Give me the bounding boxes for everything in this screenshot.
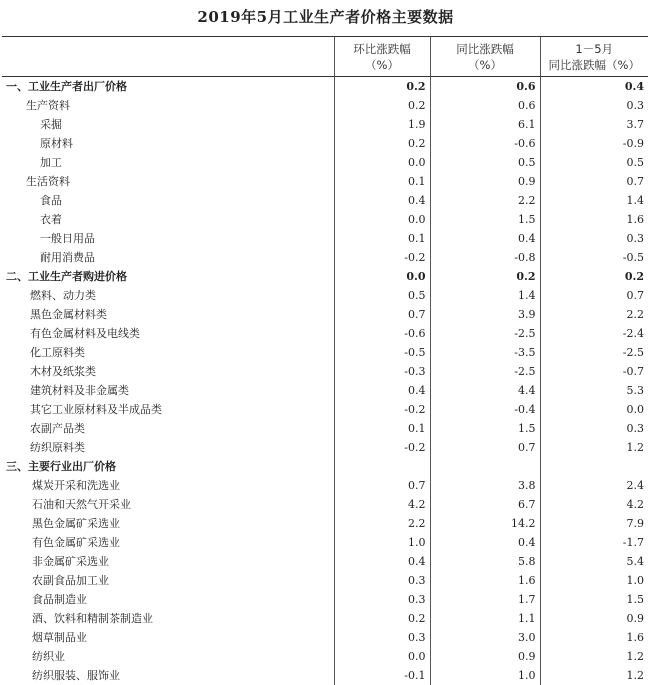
header-ytd-change <box>540 37 648 77</box>
mom-value: 0.0 <box>334 210 430 229</box>
ytd-value: 0.2 <box>540 267 648 286</box>
ytd-value: 0.7 <box>540 172 648 191</box>
row-label: 非金属矿采选业 <box>32 555 109 568</box>
yoy-value: 0.9 <box>430 647 540 666</box>
mom-value: 0.4 <box>334 552 430 571</box>
row-label: 衣着 <box>40 213 62 226</box>
ytd-value: -2.5 <box>540 343 648 362</box>
ytd-value: -0.7 <box>540 362 648 381</box>
header-ytd-line1: 1－5月 <box>575 41 614 56</box>
table-row <box>2 172 648 191</box>
table-row <box>2 495 648 514</box>
table-row <box>2 381 648 400</box>
mom-value: 0.3 <box>334 571 430 590</box>
table-row <box>2 647 648 666</box>
yoy-value: 0.9 <box>430 172 540 191</box>
row-label: 其它工业原材料及半成品类 <box>30 403 162 416</box>
mom-value: -0.3 <box>334 362 430 381</box>
mom-value: 0.3 <box>334 590 430 609</box>
table-row <box>2 286 648 305</box>
table-row <box>2 457 648 476</box>
yoy-value: 1.1 <box>430 609 540 628</box>
ytd-value: 0.3 <box>540 96 648 115</box>
ytd-value: 5.3 <box>540 381 648 400</box>
yoy-value: -2.5 <box>430 324 540 343</box>
yoy-value: 2.2 <box>430 191 540 210</box>
header-mom-line2: （%） <box>365 57 399 72</box>
table-row <box>2 438 648 457</box>
row-label: 烟草制品业 <box>32 631 87 644</box>
mom-value: 0.1 <box>334 172 430 191</box>
table-row <box>2 305 648 324</box>
mom-value: 0.4 <box>334 191 430 210</box>
mom-value: 0.5 <box>334 286 430 305</box>
table-row <box>2 362 648 381</box>
yoy-value: 0.6 <box>430 77 540 97</box>
row-label: 纺织原料类 <box>30 441 85 454</box>
mom-value: -0.2 <box>334 400 430 419</box>
ytd-value: 2.2 <box>540 305 648 324</box>
ytd-value: 4.2 <box>540 495 648 514</box>
row-label: 木材及纸浆类 <box>30 365 96 378</box>
yoy-value: 1.6 <box>430 571 540 590</box>
row-label: 煤炭开采和洗选业 <box>32 479 120 492</box>
ytd-value: 1.6 <box>540 210 648 229</box>
header-mom-change <box>334 37 430 77</box>
row-label: 农副食品加工业 <box>32 574 109 587</box>
yoy-value: 0.7 <box>430 438 540 457</box>
header-label-column <box>2 37 334 77</box>
ytd-value: 0.9 <box>540 609 648 628</box>
table-row <box>2 552 648 571</box>
yoy-value: 1.5 <box>430 210 540 229</box>
header-ytd-line2: 同比涨跌幅（%） <box>548 57 640 72</box>
yoy-value: -0.4 <box>430 400 540 419</box>
mom-value: 1.0 <box>334 533 430 552</box>
mom-value: 0.3 <box>334 628 430 647</box>
table-row <box>2 324 648 343</box>
mom-value: 2.2 <box>334 514 430 533</box>
row-label: 食品制造业 <box>32 593 87 606</box>
ytd-value: 3.7 <box>540 115 648 134</box>
yoy-value: 1.4 <box>430 286 540 305</box>
ytd-value: 1.2 <box>540 438 648 457</box>
yoy-value: 3.8 <box>430 476 540 495</box>
yoy-value: 0.5 <box>430 153 540 172</box>
yoy-value: 14.2 <box>430 514 540 533</box>
yoy-value: -0.6 <box>430 134 540 153</box>
header-yoy-line2: （%） <box>468 57 502 72</box>
ytd-value: 7.9 <box>540 514 648 533</box>
ytd-value: 0.0 <box>540 400 648 419</box>
yoy-value: 4.4 <box>430 381 540 400</box>
table-row <box>2 514 648 533</box>
mom-value: -0.2 <box>334 248 430 267</box>
mom-value: 0.7 <box>334 305 430 324</box>
ytd-value: 1.4 <box>540 191 648 210</box>
ytd-value <box>540 457 648 476</box>
row-label: 有色金属材料及电线类 <box>30 327 140 340</box>
table-row <box>2 609 648 628</box>
ytd-value: -2.4 <box>540 324 648 343</box>
ytd-value: 0.7 <box>540 286 648 305</box>
table-row <box>2 96 648 115</box>
table-row <box>2 248 648 267</box>
yoy-value: 1.7 <box>430 590 540 609</box>
row-label: 耐用消费品 <box>40 251 95 264</box>
yoy-value: -3.5 <box>430 343 540 362</box>
row-label: 农副产品类 <box>30 422 85 435</box>
ytd-value: 0.3 <box>540 419 648 438</box>
mom-value: -0.6 <box>334 324 430 343</box>
yoy-value: 0.4 <box>430 229 540 248</box>
yoy-value: 3.9 <box>430 305 540 324</box>
yoy-value: 3.0 <box>430 628 540 647</box>
row-label: 化工原料类 <box>30 346 85 359</box>
mom-value: 0.0 <box>334 647 430 666</box>
row-label: 黑色金属矿采选业 <box>32 517 120 530</box>
mom-value: -0.5 <box>334 343 430 362</box>
table-row <box>2 571 648 590</box>
row-label: 二、工业生产者购进价格 <box>6 270 127 283</box>
mom-value: 0.0 <box>334 153 430 172</box>
row-label: 一般日用品 <box>40 232 95 245</box>
table-row <box>2 476 648 495</box>
mom-value: -0.1 <box>334 666 430 685</box>
mom-value: -0.2 <box>334 438 430 457</box>
ytd-value: 0.5 <box>540 153 648 172</box>
mom-value: 0.1 <box>334 419 430 438</box>
ytd-value: 5.4 <box>540 552 648 571</box>
row-label: 原材料 <box>40 137 73 150</box>
mom-value: 0.2 <box>334 77 430 97</box>
table-row <box>2 400 648 419</box>
header-yoy-line1: 同比涨跌幅 <box>456 41 514 56</box>
row-label: 纺织服装、服饰业 <box>32 669 120 682</box>
table-row <box>2 134 648 153</box>
table-row <box>2 210 648 229</box>
row-label: 纺织业 <box>32 650 65 663</box>
ytd-value: 1.2 <box>540 647 648 666</box>
row-label: 食品 <box>40 194 62 207</box>
ytd-value: 1.5 <box>540 590 648 609</box>
yoy-value: 0.4 <box>430 533 540 552</box>
yoy-value <box>430 457 540 476</box>
yoy-value: 6.1 <box>430 115 540 134</box>
ytd-value: 1.0 <box>540 571 648 590</box>
ytd-value: 1.6 <box>540 628 648 647</box>
page-title: 2019年5月工业生产者价格主要数据 <box>197 8 454 26</box>
yoy-value: 6.7 <box>430 495 540 514</box>
table-row <box>2 77 648 97</box>
row-label: 酒、饮料和精制茶制造业 <box>32 612 153 625</box>
mom-value: 0.4 <box>334 381 430 400</box>
price-data-table <box>2 36 648 685</box>
table-row <box>2 533 648 552</box>
row-label: 三、主要行业出厂价格 <box>6 460 116 473</box>
yoy-value: -0.8 <box>430 248 540 267</box>
table-row <box>2 666 648 685</box>
row-label: 一、工业生产者出厂价格 <box>6 80 127 93</box>
yoy-value: 5.8 <box>430 552 540 571</box>
row-label: 石油和天然气开采业 <box>32 498 131 511</box>
ytd-value: 2.4 <box>540 476 648 495</box>
ytd-value: -0.5 <box>540 248 648 267</box>
mom-value: 1.9 <box>334 115 430 134</box>
table-row <box>2 191 648 210</box>
yoy-value: 1.5 <box>430 419 540 438</box>
table-row <box>2 628 648 647</box>
row-label: 采掘 <box>40 118 62 131</box>
table-row <box>2 115 648 134</box>
mom-value: 0.2 <box>334 134 430 153</box>
mom-value: 4.2 <box>334 495 430 514</box>
table-row <box>2 590 648 609</box>
header-yoy-change <box>430 37 540 77</box>
yoy-value: 0.6 <box>430 96 540 115</box>
table-header-row <box>2 37 648 77</box>
table-row <box>2 229 648 248</box>
row-label: 加工 <box>40 156 62 169</box>
ytd-value: 1.2 <box>540 666 648 685</box>
table-row <box>2 267 648 286</box>
row-label: 生活资料 <box>26 175 70 188</box>
mom-value: 0.0 <box>334 267 430 286</box>
ytd-value: -0.9 <box>540 134 648 153</box>
header-mom-line1: 环比涨跌幅 <box>353 41 411 56</box>
yoy-value: 0.2 <box>430 267 540 286</box>
table-row <box>2 343 648 362</box>
mom-value <box>334 457 430 476</box>
mom-value: 0.7 <box>334 476 430 495</box>
yoy-value: 1.0 <box>430 666 540 685</box>
mom-value: 0.2 <box>334 609 430 628</box>
yoy-value: -2.5 <box>430 362 540 381</box>
mom-value: 0.2 <box>334 96 430 115</box>
row-label: 生产资料 <box>26 99 70 112</box>
row-label: 燃料、动力类 <box>30 289 96 302</box>
row-label: 有色金属矿采选业 <box>32 536 120 549</box>
table-row <box>2 153 648 172</box>
mom-value: 0.1 <box>334 229 430 248</box>
ytd-value: 0.3 <box>540 229 648 248</box>
row-label: 黑色金属材料类 <box>30 308 107 321</box>
ytd-value: -1.7 <box>540 533 648 552</box>
table-row <box>2 419 648 438</box>
row-label: 建筑材料及非金属类 <box>30 384 129 397</box>
ytd-value: 0.4 <box>540 77 648 97</box>
